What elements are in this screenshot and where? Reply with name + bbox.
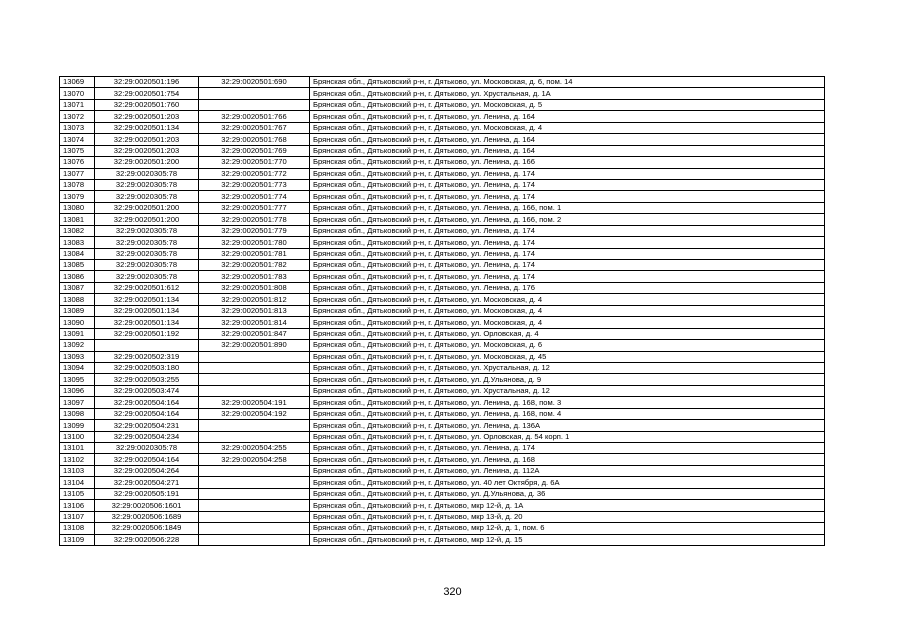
cadastral-number-cell: 32:29:0020506:228 [95,534,199,545]
row-number-cell: 13094 [60,362,95,373]
cadastral-number-cell: 32:29:0020506:1601 [95,500,199,511]
table-row [60,523,825,534]
cadastral-number-cell: 32:29:0020501:612 [95,282,199,293]
table-row [60,248,825,259]
row-number-cell: 13083 [60,237,95,248]
table-row [60,488,825,499]
cadastral-number-cell: 32:29:0020503:255 [95,374,199,385]
table-row [60,237,825,248]
cadastral-number-cell: 32:29:0020501:134 [95,305,199,316]
address-cell: Брянская обл., Дятьковский р-н, г. Дятьково, ул. Ленина, д. 166, пом. 1 [310,202,825,213]
cadastral-number-cell: 32:29:0020305:78 [95,248,199,259]
linked-cadastral-number-cell: 32:29:0020501:780 [199,237,310,248]
row-number-cell: 13087 [60,282,95,293]
row-number-cell: 13106 [60,500,95,511]
cadastral-number-cell: 32:29:0020305:78 [95,237,199,248]
row-number-cell: 13069 [60,77,95,88]
row-number-cell: 13100 [60,431,95,442]
linked-cadastral-number-cell: 32:29:0020501:781 [199,248,310,259]
address-cell: Брянская обл., Дятьковский р-н, г. Дятьково, ул. Ленина, д. 174 [310,443,825,454]
row-number-cell: 13086 [60,271,95,282]
row-number-cell: 13081 [60,214,95,225]
row-number-cell: 13076 [60,157,95,168]
address-cell: Брянская обл., Дятьковский р-н, г. Дятьково, ул. Ленина, д. 174 [310,168,825,179]
linked-cadastral-number-cell: 32:29:0020501:690 [199,77,310,88]
table-row [60,534,825,545]
address-cell: Брянская обл., Дятьковский р-н, г. Дятьково, ул. Ленина, д. 168, пом. 3 [310,397,825,408]
linked-cadastral-number-cell [199,465,310,476]
table-row [60,465,825,476]
linked-cadastral-number-cell [199,351,310,362]
address-cell: Брянская обл., Дятьковский р-н, г. Дятьково, ул. Ленина, д. 174 [310,260,825,271]
row-number-cell: 13096 [60,385,95,396]
table-row [60,294,825,305]
cadastral-number-cell: 32:29:0020501:200 [95,157,199,168]
table-row [60,351,825,362]
row-number-cell: 13104 [60,477,95,488]
row-number-cell: 13073 [60,122,95,133]
row-number-cell: 13074 [60,134,95,145]
table-row [60,282,825,293]
row-number-cell: 13101 [60,443,95,454]
cadastral-number-cell: 32:29:0020501:760 [95,99,199,110]
cadastral-number-cell: 32:29:0020504:164 [95,397,199,408]
table-row [60,225,825,236]
linked-cadastral-number-cell: 32:29:0020504:255 [199,443,310,454]
table-row [60,362,825,373]
linked-cadastral-number-cell [199,523,310,534]
row-number-cell: 13092 [60,340,95,351]
linked-cadastral-number-cell: 32:29:0020504:191 [199,397,310,408]
cadastral-number-cell: 32:29:0020506:1689 [95,511,199,522]
linked-cadastral-number-cell: 32:29:0020501:782 [199,260,310,271]
address-cell: Брянская обл., Дятьковский р-н, г. Дятьково, ул. Орловская, д. 4 [310,328,825,339]
cadastral-number-cell: 32:29:0020501:754 [95,88,199,99]
row-number-cell: 13088 [60,294,95,305]
linked-cadastral-number-cell [199,431,310,442]
table-row [60,420,825,431]
table-row [60,328,825,339]
row-number-cell: 13071 [60,99,95,110]
address-cell: Брянская обл., Дятьковский р-н, г. Дятьково, ул. Д.Ульянова, д. 9 [310,374,825,385]
address-cell: Брянская обл., Дятьковский р-н, г. Дятьково, ул. Хрустальная, д. 12 [310,362,825,373]
address-cell: Брянская обл., Дятьковский р-н, г. Дятьково, ул. Московская, д. 4 [310,294,825,305]
cadastral-number-cell: 32:29:0020501:200 [95,214,199,225]
cadastral-number-cell: 32:29:0020501:192 [95,328,199,339]
linked-cadastral-number-cell: 32:29:0020501:774 [199,191,310,202]
linked-cadastral-number-cell [199,511,310,522]
row-number-cell: 13084 [60,248,95,259]
cadastral-number-cell: 32:29:0020504:164 [95,408,199,419]
table-row [60,477,825,488]
table-row [60,168,825,179]
address-cell: Брянская обл., Дятьковский р-н, г. Дятьково, ул. Московская, д. 6, пом. 14 [310,77,825,88]
linked-cadastral-number-cell: 32:29:0020501:779 [199,225,310,236]
address-cell: Брянская обл., Дятьковский р-н, г. Дятьково, ул. Ленина, д. 174 [310,191,825,202]
row-number-cell: 13072 [60,111,95,122]
address-cell: Брянская обл., Дятьковский р-н, г. Дятьково, ул. Московская, д. 4 [310,305,825,316]
address-cell: Брянская обл., Дятьковский р-н, г. Дятьково, ул. Ленина, д. 168, пом. 4 [310,408,825,419]
cadastral-number-cell: 32:29:0020501:203 [95,111,199,122]
address-cell: Брянская обл., Дятьковский р-н, г. Дятьково, ул. Ленина, д. 174 [310,248,825,259]
cadastral-number-cell: 32:29:0020505:191 [95,488,199,499]
linked-cadastral-number-cell: 32:29:0020504:258 [199,454,310,465]
table-row [60,111,825,122]
linked-cadastral-number-cell [199,362,310,373]
table-row [60,99,825,110]
table-row [60,443,825,454]
linked-cadastral-number-cell [199,488,310,499]
address-cell: Брянская обл., Дятьковский р-н, г. Дятьково, мкр 12-й, д. 15 [310,534,825,545]
address-cell: Брянская обл., Дятьковский р-н, г. Дятьково, ул. Ленина, д. 174 [310,225,825,236]
table-row [60,511,825,522]
linked-cadastral-number-cell: 32:29:0020501:812 [199,294,310,305]
row-number-cell: 13097 [60,397,95,408]
linked-cadastral-number-cell: 32:29:0020501:813 [199,305,310,316]
linked-cadastral-number-cell: 32:29:0020501:767 [199,122,310,133]
cadastral-number-cell: 32:29:0020504:271 [95,477,199,488]
linked-cadastral-number-cell: 32:29:0020501:890 [199,340,310,351]
cadastral-number-cell: 32:29:0020501:134 [95,317,199,328]
table-row [60,214,825,225]
row-number-cell: 13108 [60,523,95,534]
linked-cadastral-number-cell [199,477,310,488]
linked-cadastral-number-cell: 32:29:0020501:769 [199,145,310,156]
cadastral-number-cell: 32:29:0020501:200 [95,202,199,213]
cadastral-number-cell: 32:29:0020501:134 [95,294,199,305]
table-row [60,179,825,190]
cadastral-number-cell: 32:29:0020504:164 [95,454,199,465]
address-cell: Брянская обл., Дятьковский р-н, г. Дятьково, ул. Московская, д. 45 [310,351,825,362]
table-row [60,431,825,442]
table-row [60,145,825,156]
row-number-cell: 13090 [60,317,95,328]
cadastral-number-cell: 32:29:0020305:78 [95,225,199,236]
linked-cadastral-number-cell [199,420,310,431]
table-row [60,454,825,465]
row-number-cell: 13093 [60,351,95,362]
table-row [60,88,825,99]
table-row [60,374,825,385]
address-cell: Брянская обл., Дятьковский р-н, г. Дятьково, ул. Московская, д. 6 [310,340,825,351]
linked-cadastral-number-cell: 32:29:0020501:773 [199,179,310,190]
cadastral-number-cell: 32:29:0020503:474 [95,385,199,396]
row-number-cell: 13095 [60,374,95,385]
cadastral-number-cell: 32:29:0020501:196 [95,77,199,88]
address-cell: Брянская обл., Дятьковский р-н, г. Дятьково, ул. Хрустальная, д. 1А [310,88,825,99]
cadastral-number-cell: 32:29:0020501:203 [95,134,199,145]
linked-cadastral-number-cell [199,88,310,99]
table-row [60,134,825,145]
row-number-cell: 13107 [60,511,95,522]
address-cell: Брянская обл., Дятьковский р-н, г. Дятьково, мкр 13-й, д. 20 [310,511,825,522]
cadastral-number-cell: 32:29:0020305:78 [95,191,199,202]
cadastral-number-cell: 32:29:0020305:78 [95,271,199,282]
address-cell: Брянская обл., Дятьковский р-н, г. Дятьково, ул. Ленина, д. 164 [310,111,825,122]
address-cell: Брянская обл., Дятьковский р-н, г. Дятьково, ул. Орловская, д. 54 корп. 1 [310,431,825,442]
cadastral-number-cell [95,340,199,351]
cadastral-number-cell: 32:29:0020305:78 [95,168,199,179]
page-number: 320 [443,586,462,598]
table-row [60,271,825,282]
table-row [60,385,825,396]
cadastral-number-cell: 32:29:0020501:203 [95,145,199,156]
row-number-cell: 13103 [60,465,95,476]
address-cell: Брянская обл., Дятьковский р-н, г. Дятьково, ул. Ленина, д. 174 [310,179,825,190]
row-number-cell: 13085 [60,260,95,271]
cadastral-number-cell: 32:29:0020504:264 [95,465,199,476]
row-number-cell: 13109 [60,534,95,545]
table-row [60,122,825,133]
row-number-cell: 13080 [60,202,95,213]
row-number-cell: 13099 [60,420,95,431]
address-cell: Брянская обл., Дятьковский р-н, г. Дятьково, ул. Д.Ульянова, д. 36 [310,488,825,499]
linked-cadastral-number-cell: 32:29:0020504:192 [199,408,310,419]
address-cell: Брянская обл., Дятьковский р-н, г. Дятьково, ул. Московская, д. 4 [310,122,825,133]
linked-cadastral-number-cell [199,534,310,545]
row-number-cell: 13089 [60,305,95,316]
linked-cadastral-number-cell: 32:29:0020501:772 [199,168,310,179]
cadastral-number-cell: 32:29:0020502:319 [95,351,199,362]
address-cell: Брянская обл., Дятьковский р-н, г. Дятьково, ул. Ленина, д. 164 [310,145,825,156]
table-row [60,202,825,213]
linked-cadastral-number-cell [199,374,310,385]
table-row [60,397,825,408]
property-registry-table [59,76,825,546]
linked-cadastral-number-cell: 32:29:0020501:814 [199,317,310,328]
address-cell: Брянская обл., Дятьковский р-н, г. Дятьково, ул. Ленина, д. 166 [310,157,825,168]
address-cell: Брянская обл., Дятьковский р-н, г. Дятьково, мкр 12-й, д. 1, пом. 6 [310,523,825,534]
linked-cadastral-number-cell: 32:29:0020501:847 [199,328,310,339]
row-number-cell: 13098 [60,408,95,419]
table-row [60,191,825,202]
table-row [60,500,825,511]
cadastral-number-cell: 32:29:0020504:234 [95,431,199,442]
linked-cadastral-number-cell: 32:29:0020501:808 [199,282,310,293]
address-cell: Брянская обл., Дятьковский р-н, г. Дятьково, ул. Ленина, д. 168 [310,454,825,465]
linked-cadastral-number-cell [199,385,310,396]
row-number-cell: 13070 [60,88,95,99]
linked-cadastral-number-cell: 32:29:0020501:783 [199,271,310,282]
address-cell: Брянская обл., Дятьковский р-н, г. Дятьково, ул. Ленина, д. 112А [310,465,825,476]
cadastral-number-cell: 32:29:0020501:134 [95,122,199,133]
table-row [60,77,825,88]
address-cell: Брянская обл., Дятьковский р-н, г. Дятьково, ул. Московская, д. 4 [310,317,825,328]
row-number-cell: 13078 [60,179,95,190]
linked-cadastral-number-cell [199,99,310,110]
address-cell: Брянская обл., Дятьковский р-н, г. Дятьково, ул. Ленина, д. 166, пом. 2 [310,214,825,225]
row-number-cell: 13091 [60,328,95,339]
cadastral-number-cell: 32:29:0020305:78 [95,260,199,271]
row-number-cell: 13079 [60,191,95,202]
address-cell: Брянская обл., Дятьковский р-н, г. Дятьково, ул. Московская, д. 5 [310,99,825,110]
table-row [60,408,825,419]
row-number-cell: 13105 [60,488,95,499]
address-cell: Брянская обл., Дятьковский р-н, г. Дятьково, ул. Ленина, д. 174 [310,271,825,282]
linked-cadastral-number-cell [199,500,310,511]
row-number-cell: 13082 [60,225,95,236]
table-row [60,340,825,351]
linked-cadastral-number-cell: 32:29:0020501:768 [199,134,310,145]
table-row [60,305,825,316]
address-cell: Брянская обл., Дятьковский р-н, г. Дятьково, ул. Хрустальная, д. 12 [310,385,825,396]
linked-cadastral-number-cell: 32:29:0020501:770 [199,157,310,168]
address-cell: Брянская обл., Дятьковский р-н, г. Дятьково, ул. Ленина, д. 164 [310,134,825,145]
linked-cadastral-number-cell: 32:29:0020501:778 [199,214,310,225]
address-cell: Брянская обл., Дятьковский р-н, г. Дятьково, ул. Ленина, д. 174 [310,237,825,248]
table-row [60,317,825,328]
cadastral-number-cell: 32:29:0020305:78 [95,179,199,190]
cadastral-number-cell: 32:29:0020506:1849 [95,523,199,534]
cadastral-number-cell: 32:29:0020504:231 [95,420,199,431]
row-number-cell: 13077 [60,168,95,179]
address-cell: Брянская обл., Дятьковский р-н, г. Дятьково, мкр 12-й, д. 1А [310,500,825,511]
row-number-cell: 13075 [60,145,95,156]
address-cell: Брянская обл., Дятьковский р-н, г. Дятьково, ул. Ленина, д. 176 [310,282,825,293]
cadastral-number-cell: 32:29:0020503:180 [95,362,199,373]
row-number-cell: 13102 [60,454,95,465]
registry-table-body [60,77,825,546]
table-row [60,260,825,271]
address-cell: Брянская обл., Дятьковский р-н, г. Дятьково, ул. 40 лет Октября, д. 6А [310,477,825,488]
address-cell: Брянская обл., Дятьковский р-н, г. Дятьково, ул. Ленина, д. 136А [310,420,825,431]
linked-cadastral-number-cell: 32:29:0020501:766 [199,111,310,122]
table-row [60,157,825,168]
cadastral-number-cell: 32:29:0020305:78 [95,443,199,454]
linked-cadastral-number-cell: 32:29:0020501:777 [199,202,310,213]
